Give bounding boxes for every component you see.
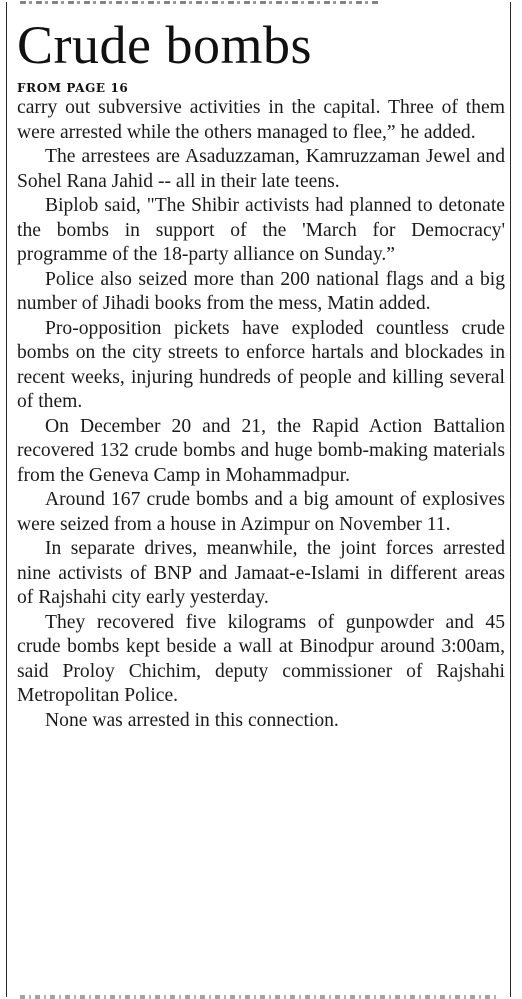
paragraph: Police also seized more than 200 national flags and a big number of Jihadi books from the mess, Matin added. <box>17 268 505 314</box>
paragraph: carry out subversive activities in the capital. Three of them were arrested while the others managed to flee,” he added. <box>17 97 505 143</box>
paragraph: Around 167 crude bombs and a big amount of explosives were seized from a house in Azimpur on November 11. <box>17 489 505 535</box>
article-body <box>17 96 505 733</box>
paragraph: In separate drives, meanwhile, the joint forces arrested nine activists of BNP and Jamaat-e-Islami in different areas of Rajshahi city early yesterday. <box>17 538 505 608</box>
paragraph: On December 20 and 21, the Rapid Action Battalion recovered 132 crude bombs and huge bomb-making materials from the Geneva Camp in Mohammadpur. <box>17 415 505 486</box>
paragraph: Pro-opposition pickets have exploded countless crude bombs on the city streets to enforce hartals and blockades in recent weeks, injuring hundreds of people and killing several of them. <box>17 317 505 412</box>
paragraph: None was arrested in this connection. <box>45 709 339 731</box>
paragraph: They recovered five kilograms of gunpowder and 45 crude bombs kept beside a wall at Binodpur around 3:00am, said Proloy Chichim, deputy commissioner of Rajshahi Metropolitan Police. <box>17 611 505 706</box>
paragraph: Biplob said, "The Shibir activists had planned to detonate the bombs in support of the 'March for Democracy' programme of the 18-party alliance on Sunday.” <box>17 195 505 265</box>
news-article <box>17 14 505 733</box>
paragraph: The arrestees are Asaduzzaman, Kamruzzaman Jewel and Sohel Rana Jahid -- all in their late teens. <box>17 146 505 192</box>
cropped-next-line <box>20 995 500 999</box>
cropped-previous-line <box>20 0 380 5</box>
continued-from-label: FROM PAGE 16 <box>17 81 129 95</box>
headline: Crude bombs <box>17 15 312 75</box>
